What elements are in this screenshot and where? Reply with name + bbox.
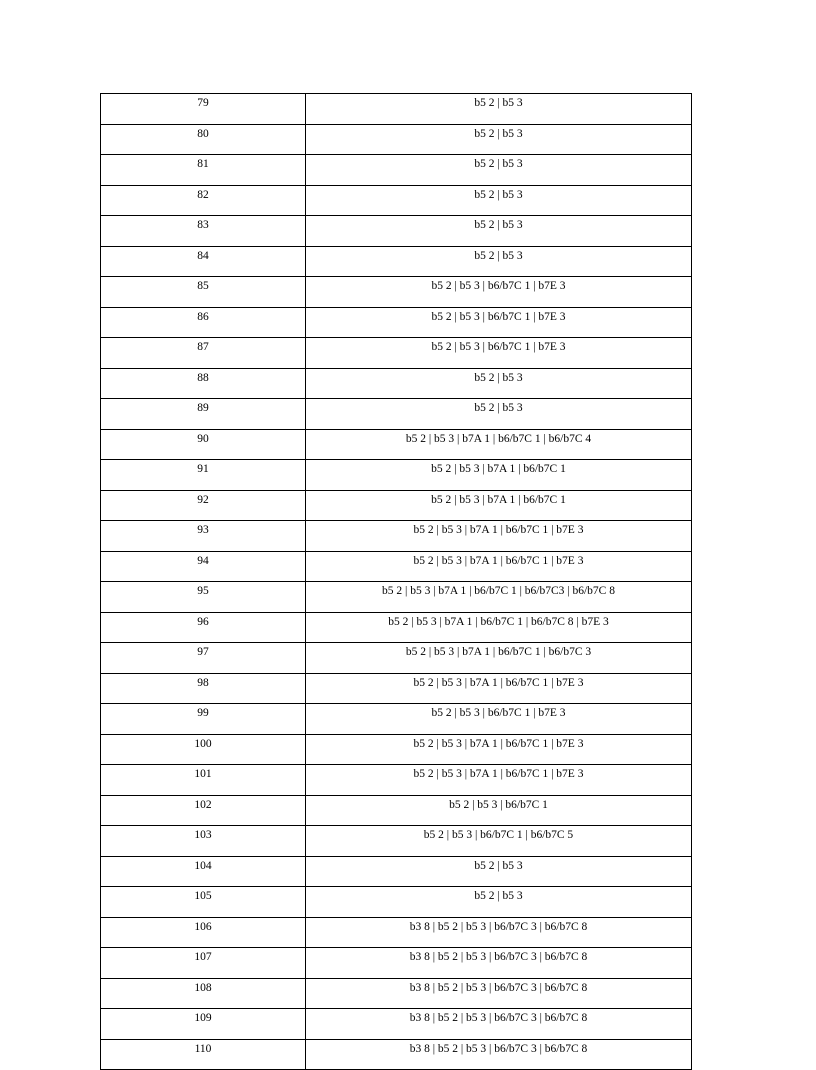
row-number-cell: 103 [101, 826, 306, 857]
table-row [101, 917, 692, 948]
row-number-cell: 83 [101, 216, 306, 247]
table-row [101, 429, 692, 460]
row-number-cell: 90 [101, 429, 306, 460]
table-row [101, 887, 692, 918]
row-number-cell: 79 [101, 94, 306, 125]
table-row [101, 124, 692, 155]
row-number-cell: 98 [101, 673, 306, 704]
exemption-codes-cell: b5 2 | b5 3 | b7A 1 | b6/b7C 1 | b7E 3 [306, 734, 692, 765]
exemption-codes-cell: b5 2 | b5 3 [306, 887, 692, 918]
row-number-cell: 108 [101, 978, 306, 1009]
exemption-codes-cell: b5 2 | b5 3 | b6/b7C 1 | b6/b7C 5 [306, 826, 692, 857]
exemption-codes-cell: b5 2 | b5 3 [306, 399, 692, 430]
row-number-cell: 93 [101, 521, 306, 552]
exemption-codes-cell: b5 2 | b5 3 | b7A 1 | b6/b7C 1 | b6/b7C 4 [306, 429, 692, 460]
row-number-cell: 95 [101, 582, 306, 613]
exemption-codes-cell: b5 2 | b5 3 | b7A 1 | b6/b7C 1 | b7E 3 [306, 551, 692, 582]
exemption-codes-cell: b5 2 | b5 3 [306, 185, 692, 216]
row-number-cell: 101 [101, 765, 306, 796]
row-number-cell: 97 [101, 643, 306, 674]
table-row [101, 368, 692, 399]
row-number-cell: 84 [101, 246, 306, 277]
table-body [101, 94, 692, 1070]
row-number-cell: 110 [101, 1039, 306, 1070]
exemption-codes-cell: b5 2 | b5 3 | b7A 1 | b6/b7C 1 | b6/b7C 3 [306, 643, 692, 674]
row-number-cell: 82 [101, 185, 306, 216]
row-number-cell: 106 [101, 917, 306, 948]
exemption-codes-cell: b5 2 | b5 3 | b7A 1 | b6/b7C 1 | b7E 3 [306, 521, 692, 552]
table-row [101, 216, 692, 247]
exemption-codes-cell: b5 2 | b5 3 | b7A 1 | b6/b7C 1 | b6/b7C 8 | b7E 3 [306, 612, 692, 643]
row-number-cell: 89 [101, 399, 306, 430]
row-number-cell: 96 [101, 612, 306, 643]
row-number-cell: 105 [101, 887, 306, 918]
exemption-codes-cell: b3 8 | b5 2 | b5 3 | b6/b7C 3 | b6/b7C 8 [306, 1009, 692, 1040]
table-row [101, 155, 692, 186]
row-number-cell: 81 [101, 155, 306, 186]
table-row [101, 521, 692, 552]
table-row [101, 1009, 692, 1040]
exemption-codes-cell: b5 2 | b5 3 | b6/b7C 1 | b7E 3 [306, 307, 692, 338]
row-number-cell: 87 [101, 338, 306, 369]
exemption-codes-cell: b5 2 | b5 3 [306, 155, 692, 186]
table-row [101, 734, 692, 765]
exemption-codes-cell: b5 2 | b5 3 | b7A 1 | b6/b7C 1 [306, 490, 692, 521]
exemption-table [100, 93, 692, 1070]
table-row [101, 399, 692, 430]
table-row [101, 826, 692, 857]
exemption-codes-cell: b3 8 | b5 2 | b5 3 | b6/b7C 3 | b6/b7C 8 [306, 948, 692, 979]
exemption-codes-cell: b5 2 | b5 3 | b6/b7C 1 | b7E 3 [306, 704, 692, 735]
exemption-codes-cell: b3 8 | b5 2 | b5 3 | b6/b7C 3 | b6/b7C 8 [306, 917, 692, 948]
row-number-cell: 86 [101, 307, 306, 338]
row-number-cell: 99 [101, 704, 306, 735]
exemption-codes-cell: b3 8 | b5 2 | b5 3 | b6/b7C 3 | b6/b7C 8 [306, 978, 692, 1009]
exemption-codes-cell: b5 2 | b5 3 [306, 94, 692, 125]
row-number-cell: 88 [101, 368, 306, 399]
table-row [101, 643, 692, 674]
row-number-cell: 85 [101, 277, 306, 308]
table-row [101, 704, 692, 735]
table-row [101, 1039, 692, 1070]
table-row [101, 795, 692, 826]
exemption-codes-cell: b5 2 | b5 3 [306, 368, 692, 399]
exemption-codes-cell: b5 2 | b5 3 [306, 216, 692, 247]
table-row [101, 277, 692, 308]
exemption-codes-cell: b5 2 | b5 3 | b7A 1 | b6/b7C 1 | b7E 3 [306, 765, 692, 796]
table-row [101, 673, 692, 704]
table-row [101, 246, 692, 277]
row-number-cell: 100 [101, 734, 306, 765]
table-row [101, 551, 692, 582]
exemption-codes-cell: b3 8 | b5 2 | b5 3 | b6/b7C 3 | b6/b7C 8 [306, 1039, 692, 1070]
exemption-codes-cell: b5 2 | b5 3 | b6/b7C 1 [306, 795, 692, 826]
row-number-cell: 107 [101, 948, 306, 979]
row-number-cell: 91 [101, 460, 306, 491]
table-row [101, 94, 692, 125]
exemption-codes-cell: b5 2 | b5 3 [306, 856, 692, 887]
exemption-codes-cell: b5 2 | b5 3 | b6/b7C 1 | b7E 3 [306, 277, 692, 308]
table-row [101, 460, 692, 491]
exemption-codes-cell: b5 2 | b5 3 [306, 246, 692, 277]
table-row [101, 582, 692, 613]
row-number-cell: 80 [101, 124, 306, 155]
table-row [101, 612, 692, 643]
row-number-cell: 102 [101, 795, 306, 826]
exemption-codes-cell: b5 2 | b5 3 | b7A 1 | b6/b7C 1 [306, 460, 692, 491]
row-number-cell: 109 [101, 1009, 306, 1040]
table-row [101, 338, 692, 369]
exemption-codes-cell: b5 2 | b5 3 [306, 124, 692, 155]
table-row [101, 978, 692, 1009]
table-row [101, 948, 692, 979]
table-row [101, 307, 692, 338]
table-row [101, 765, 692, 796]
row-number-cell: 92 [101, 490, 306, 521]
table-row [101, 490, 692, 521]
exemption-codes-cell: b5 2 | b5 3 | b6/b7C 1 | b7E 3 [306, 338, 692, 369]
exemption-codes-cell: b5 2 | b5 3 | b7A 1 | b6/b7C 1 | b6/b7C3 | b6/b7C 8 [306, 582, 692, 613]
table-row [101, 185, 692, 216]
table-row [101, 856, 692, 887]
exemption-codes-cell: b5 2 | b5 3 | b7A 1 | b6/b7C 1 | b7E 3 [306, 673, 692, 704]
row-number-cell: 104 [101, 856, 306, 887]
row-number-cell: 94 [101, 551, 306, 582]
